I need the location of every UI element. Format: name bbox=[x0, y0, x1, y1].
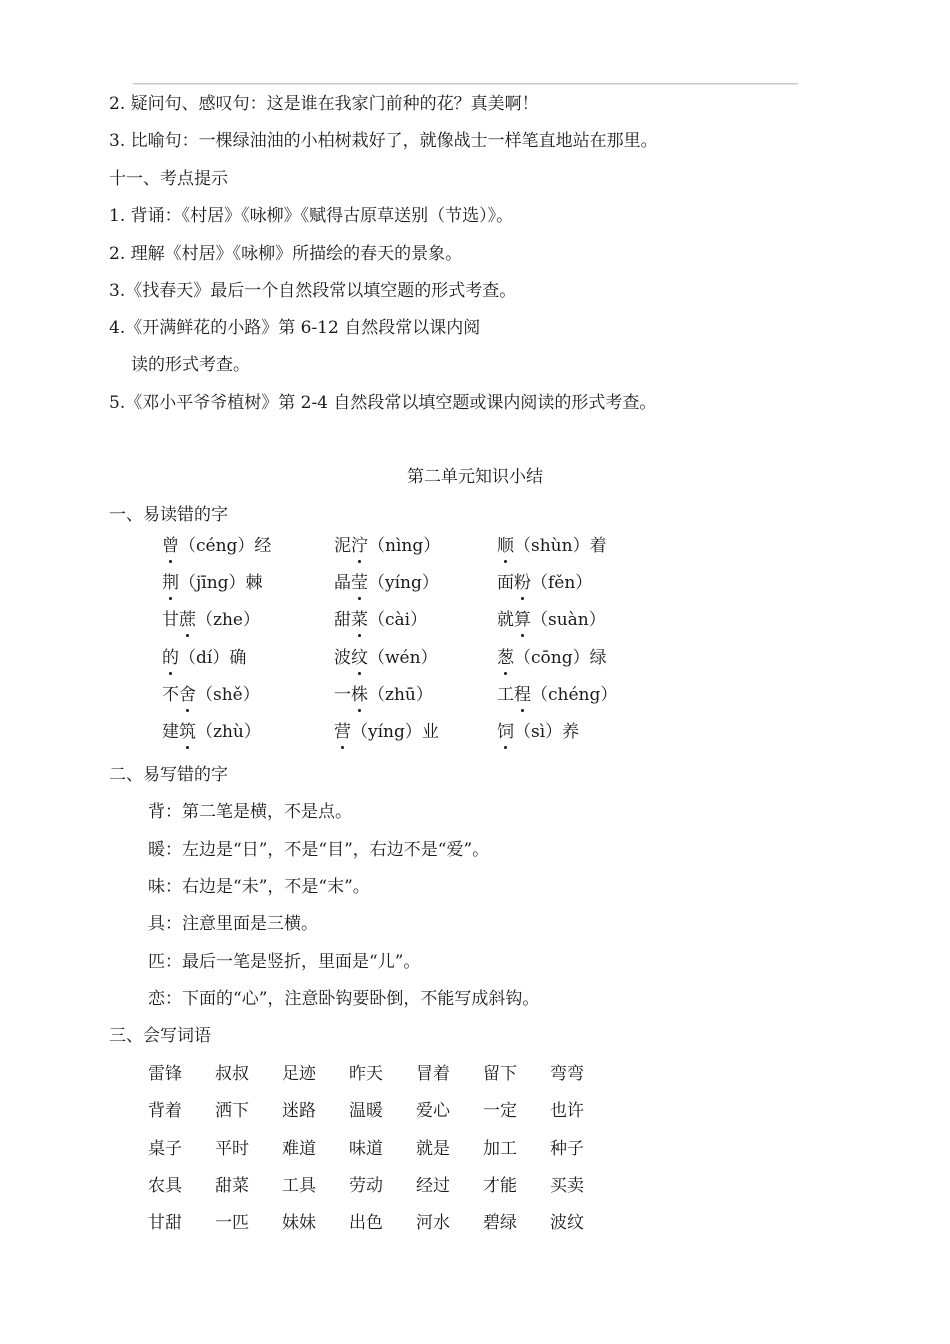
char-prefix: 晶 bbox=[334, 573, 351, 593]
vocab-word: 经过 bbox=[416, 1176, 450, 1196]
vocab-word: 雷锋 bbox=[148, 1064, 182, 1084]
vocab-word: 背着 bbox=[148, 1101, 182, 1121]
header-rule bbox=[133, 83, 798, 84]
char-prefix: 建 bbox=[162, 722, 179, 742]
vocab-word: 昨天 bbox=[349, 1064, 383, 1084]
pinyin-suffix: （zhe） bbox=[196, 610, 260, 630]
pinyin-entry bbox=[334, 609, 427, 631]
dotted-char: 株 bbox=[351, 685, 368, 705]
pinyin-entry bbox=[162, 535, 271, 557]
pinyin-suffix: （sì）养 bbox=[514, 722, 580, 742]
writing-tip: 背：第二笔是横，不是点。 bbox=[148, 802, 352, 822]
vocab-word: 冒着 bbox=[416, 1064, 450, 1084]
pinyin-suffix: （yíng）业 bbox=[351, 722, 439, 742]
pinyin-entry bbox=[497, 572, 592, 594]
pinyin-suffix: （chéng） bbox=[531, 685, 618, 705]
section11-item: 5.《邓小平爷爷植树》第 2-4 自然段常以填空题或课内阅读的形式考查。 bbox=[109, 393, 657, 413]
dotted-char: 饲 bbox=[497, 722, 514, 742]
vocab-word: 爱心 bbox=[416, 1101, 450, 1121]
dotted-char: 程 bbox=[514, 685, 531, 705]
pinyin-entry bbox=[162, 572, 263, 594]
vocab-word: 桌子 bbox=[148, 1139, 182, 1159]
pinyin-suffix: （suàn） bbox=[531, 610, 606, 630]
section11-item-continued: 读的形式考查。 bbox=[131, 355, 250, 375]
char-prefix: 面 bbox=[497, 573, 514, 593]
pinyin-suffix: （céng）经 bbox=[179, 536, 272, 556]
pinyin-entry bbox=[497, 647, 607, 669]
section11-item: 2. 理解《村居》《咏柳》所描绘的春天的景象。 bbox=[109, 244, 463, 264]
section11-item: 3.《找春天》最后一个自然段常以填空题的形式考查。 bbox=[109, 281, 517, 301]
vocab-word: 一定 bbox=[483, 1101, 517, 1121]
pinyin-entry bbox=[334, 684, 433, 706]
section11-heading: 十一、考点提示 bbox=[109, 169, 228, 189]
pinyin-suffix: （zhù） bbox=[196, 722, 261, 742]
vocab-word: 买卖 bbox=[550, 1176, 584, 1196]
char-prefix: 甜 bbox=[334, 610, 351, 630]
writing-tip: 暖：左边是“日”，不是“目”，右边不是“爱”。 bbox=[148, 840, 490, 860]
vocab-word: 种子 bbox=[550, 1139, 584, 1159]
pinyin-suffix: （jīng）棘 bbox=[179, 573, 263, 593]
char-prefix: 一 bbox=[334, 685, 351, 705]
pinyin-entry bbox=[497, 684, 617, 706]
part3-heading: 三、会写词语 bbox=[109, 1026, 211, 1046]
dotted-char: 泞 bbox=[351, 536, 368, 556]
writing-tip: 恋：下面的“心”，注意卧钩要卧倒，不能写成斜钩。 bbox=[148, 989, 540, 1009]
vocab-word: 温暖 bbox=[349, 1101, 383, 1121]
pinyin-entry bbox=[334, 572, 439, 594]
vocab-word: 就是 bbox=[416, 1139, 450, 1159]
vocab-word: 平时 bbox=[215, 1139, 249, 1159]
pinyin-suffix: （fěn） bbox=[531, 573, 593, 593]
vocab-word: 河水 bbox=[416, 1213, 450, 1233]
dotted-char: 顺 bbox=[497, 536, 514, 556]
dotted-char: 曾 bbox=[162, 536, 179, 556]
vocab-word: 加工 bbox=[483, 1139, 517, 1159]
pinyin-entry bbox=[162, 609, 260, 631]
vocab-word: 劳动 bbox=[349, 1176, 383, 1196]
dotted-char: 纹 bbox=[351, 648, 368, 668]
dotted-char: 算 bbox=[514, 610, 531, 630]
dotted-char: 营 bbox=[334, 722, 351, 742]
pinyin-entry bbox=[162, 647, 246, 669]
pinyin-suffix: （dí）确 bbox=[179, 648, 247, 668]
char-prefix: 波 bbox=[334, 648, 351, 668]
section11-item: 4.《开满鲜花的小路》第 6-12 自然段常以课内阅 bbox=[109, 318, 481, 338]
section11-item: 1. 背诵：《村居》《咏柳》《赋得古原草送别（节选）》。 bbox=[109, 206, 514, 226]
char-prefix: 甘 bbox=[162, 610, 179, 630]
writing-tip: 匹：最后一笔是竖折，里面是“儿”。 bbox=[148, 952, 421, 972]
vocab-word: 才能 bbox=[483, 1176, 517, 1196]
vocab-word: 迷路 bbox=[282, 1101, 316, 1121]
char-prefix: 就 bbox=[497, 610, 514, 630]
vocab-word: 洒下 bbox=[215, 1101, 249, 1121]
vocab-word: 妹妹 bbox=[282, 1213, 316, 1233]
pinyin-entry bbox=[497, 721, 579, 743]
pinyin-suffix: （wén） bbox=[368, 648, 438, 668]
pinyin-suffix: （cài） bbox=[368, 610, 428, 630]
pinyin-entry bbox=[497, 535, 607, 557]
vocab-word: 出色 bbox=[349, 1213, 383, 1233]
unit-title: 第二单元知识小结 bbox=[407, 467, 543, 487]
sentence-question-exclaim: 2. 疑问句、感叹句：这是谁在我家门前种的花？真美啊！ bbox=[109, 94, 539, 114]
pinyin-entry bbox=[162, 684, 260, 706]
char-prefix: 不 bbox=[162, 685, 179, 705]
vocab-word: 留下 bbox=[483, 1064, 517, 1084]
pinyin-entry bbox=[497, 609, 606, 631]
pinyin-suffix: （shě） bbox=[196, 685, 260, 705]
vocab-word: 足迹 bbox=[282, 1064, 316, 1084]
dotted-char: 葱 bbox=[497, 648, 514, 668]
pinyin-entry bbox=[162, 721, 261, 743]
dotted-char: 荆 bbox=[162, 573, 179, 593]
pinyin-suffix: （yíng） bbox=[368, 573, 439, 593]
pinyin-suffix: （nìng） bbox=[368, 536, 441, 556]
vocab-word: 味道 bbox=[349, 1139, 383, 1159]
dotted-char: 舍 bbox=[179, 685, 196, 705]
vocab-word: 农具 bbox=[148, 1176, 182, 1196]
vocab-word: 难道 bbox=[282, 1139, 316, 1159]
writing-tip: 味：右边是“未”，不是“末”。 bbox=[148, 877, 370, 897]
writing-tip: 具：注意里面是三横。 bbox=[148, 914, 318, 934]
part2-heading: 二、易写错的字 bbox=[109, 765, 228, 785]
pinyin-entry bbox=[334, 647, 438, 669]
vocab-word: 弯弯 bbox=[550, 1064, 584, 1084]
dotted-char: 粉 bbox=[514, 573, 531, 593]
vocab-word: 工具 bbox=[282, 1176, 316, 1196]
dotted-char: 蔗 bbox=[179, 610, 196, 630]
vocab-word: 叔叔 bbox=[215, 1064, 249, 1084]
vocab-word: 一匹 bbox=[215, 1213, 249, 1233]
sentence-simile: 3. 比喻句：一棵绿油油的小柏树栽好了，就像战士一样笔直地站在那里。 bbox=[109, 131, 658, 151]
pinyin-entry bbox=[334, 721, 439, 743]
dotted-char: 的 bbox=[162, 648, 179, 668]
vocab-word: 波纹 bbox=[550, 1213, 584, 1233]
char-prefix: 工 bbox=[497, 685, 514, 705]
vocab-word: 碧绿 bbox=[483, 1213, 517, 1233]
dotted-char: 筑 bbox=[179, 722, 196, 742]
dotted-char: 菜 bbox=[351, 610, 368, 630]
pinyin-suffix: （shùn）着 bbox=[514, 536, 607, 556]
char-prefix: 泥 bbox=[334, 536, 351, 556]
pinyin-suffix: （cōng）绿 bbox=[514, 648, 607, 668]
pinyin-suffix: （zhū） bbox=[368, 685, 433, 705]
vocab-word: 也许 bbox=[550, 1101, 584, 1121]
dotted-char: 莹 bbox=[351, 573, 368, 593]
part1-heading: 一、易读错的字 bbox=[109, 505, 228, 525]
pinyin-entry bbox=[334, 535, 440, 557]
vocab-word: 甘甜 bbox=[148, 1213, 182, 1233]
vocab-word: 甜菜 bbox=[215, 1176, 249, 1196]
